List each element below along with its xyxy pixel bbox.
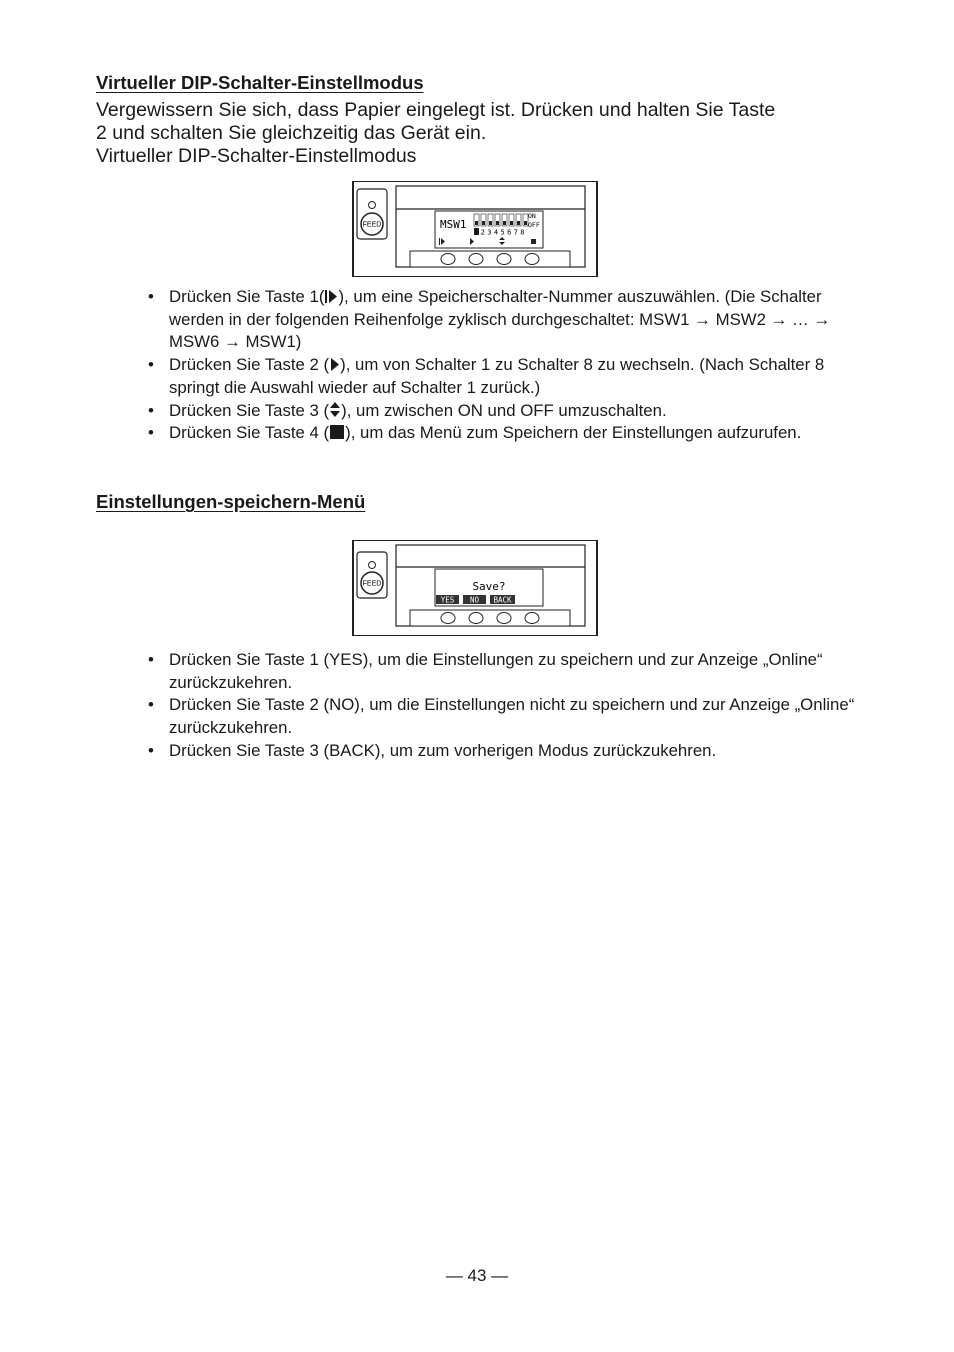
list-item: • Drücken Sie Taste 3 ( ), um zwischen ON und OFF umzuschalten. [148,400,667,420]
list-item: • Drücken Sie Taste 3 (BACK), um zum vorherigen Modus zurückzukehren. [148,740,717,760]
key-2-button[interactable] [469,613,483,624]
intro-line: 2 und schalten Sie gleichzeitig das Gerät ein. [96,122,487,144]
intro-line: Vergewissern Sie sich, dass Papier eingelegt ist. Drücken und halten Sie Taste [96,99,776,121]
printer-panel-save-display [352,540,598,636]
dip-mode-instructions [148,286,858,445]
printer-panel-dip-display [352,181,598,277]
feed-button[interactable] [361,213,383,235]
list-item: • Drücken Sie Taste 2 ( ), um von Schalter 1 zu Schalter 8 zu wechseln. (Nach Schalter 8 springt die Auswahl wieder auf Schalter 1 zurück.) [148,355,825,397]
list-item: • Drücken Sie Taste 1( ), um eine Speicherschalter-Nummer auszuwählen. (Die Schalter werden in der folgenden Reihenfolge zyklisch durchgeschaltet: MSW1 → MSW2 → … → MSW6 → MSW1) [148,287,831,352]
save-prompt: Save? [472,580,506,593]
switch-numbers: 12345678 [474,228,527,237]
key-1-button[interactable] [441,254,455,265]
list-item: • Drücken Sie Taste 4 ( ), um das Menü zum Speichern der Einstellungen aufzurufen. [148,423,802,443]
off-label: OFF [528,221,540,229]
up-down-arrow-icon [329,401,341,418]
intro-paragraph [96,99,886,168]
intro-line: Virtueller DIP-Schalter-Einstellmodus [96,145,417,167]
arrow-right-icon [329,357,340,372]
feed-label: FEED [362,580,382,588]
section-heading-dip-mode: Virtueller DIP-Schalter-Einstellmodus [96,72,424,93]
msw-label: MSW1 [440,218,467,231]
key-3-button[interactable] [497,254,511,265]
list-item: • Drücken Sie Taste 1 (YES), um die Einstellungen zu speichern und zur Anzeige „Online“ zurückzukehren. [148,650,823,692]
key-4-button[interactable] [525,254,539,265]
key-1-button[interactable] [441,613,455,624]
key-4-button[interactable] [525,613,539,624]
on-label: ON [528,212,536,220]
stop-square-icon [329,424,345,440]
yes-option: YES [440,595,455,605]
key-2-button[interactable] [469,254,483,265]
list-item: • Drücken Sie Taste 2 (NO), um die Einstellungen nicht zu speichern und zur Anzeige „Online“ zurückzukehren. [148,695,855,738]
save-menu-instructions [148,649,858,763]
skip-arrow-icon [324,289,338,304]
no-option: NO [469,595,480,605]
back-option: BACK [493,595,512,605]
section-heading-save-menu: Einstellungen-speichern-Menü [96,491,366,512]
feed-button[interactable] [361,572,383,594]
page-number: — 43 — [445,1266,509,1285]
feed-label: FEED [362,221,382,229]
key-3-button[interactable] [497,613,511,624]
